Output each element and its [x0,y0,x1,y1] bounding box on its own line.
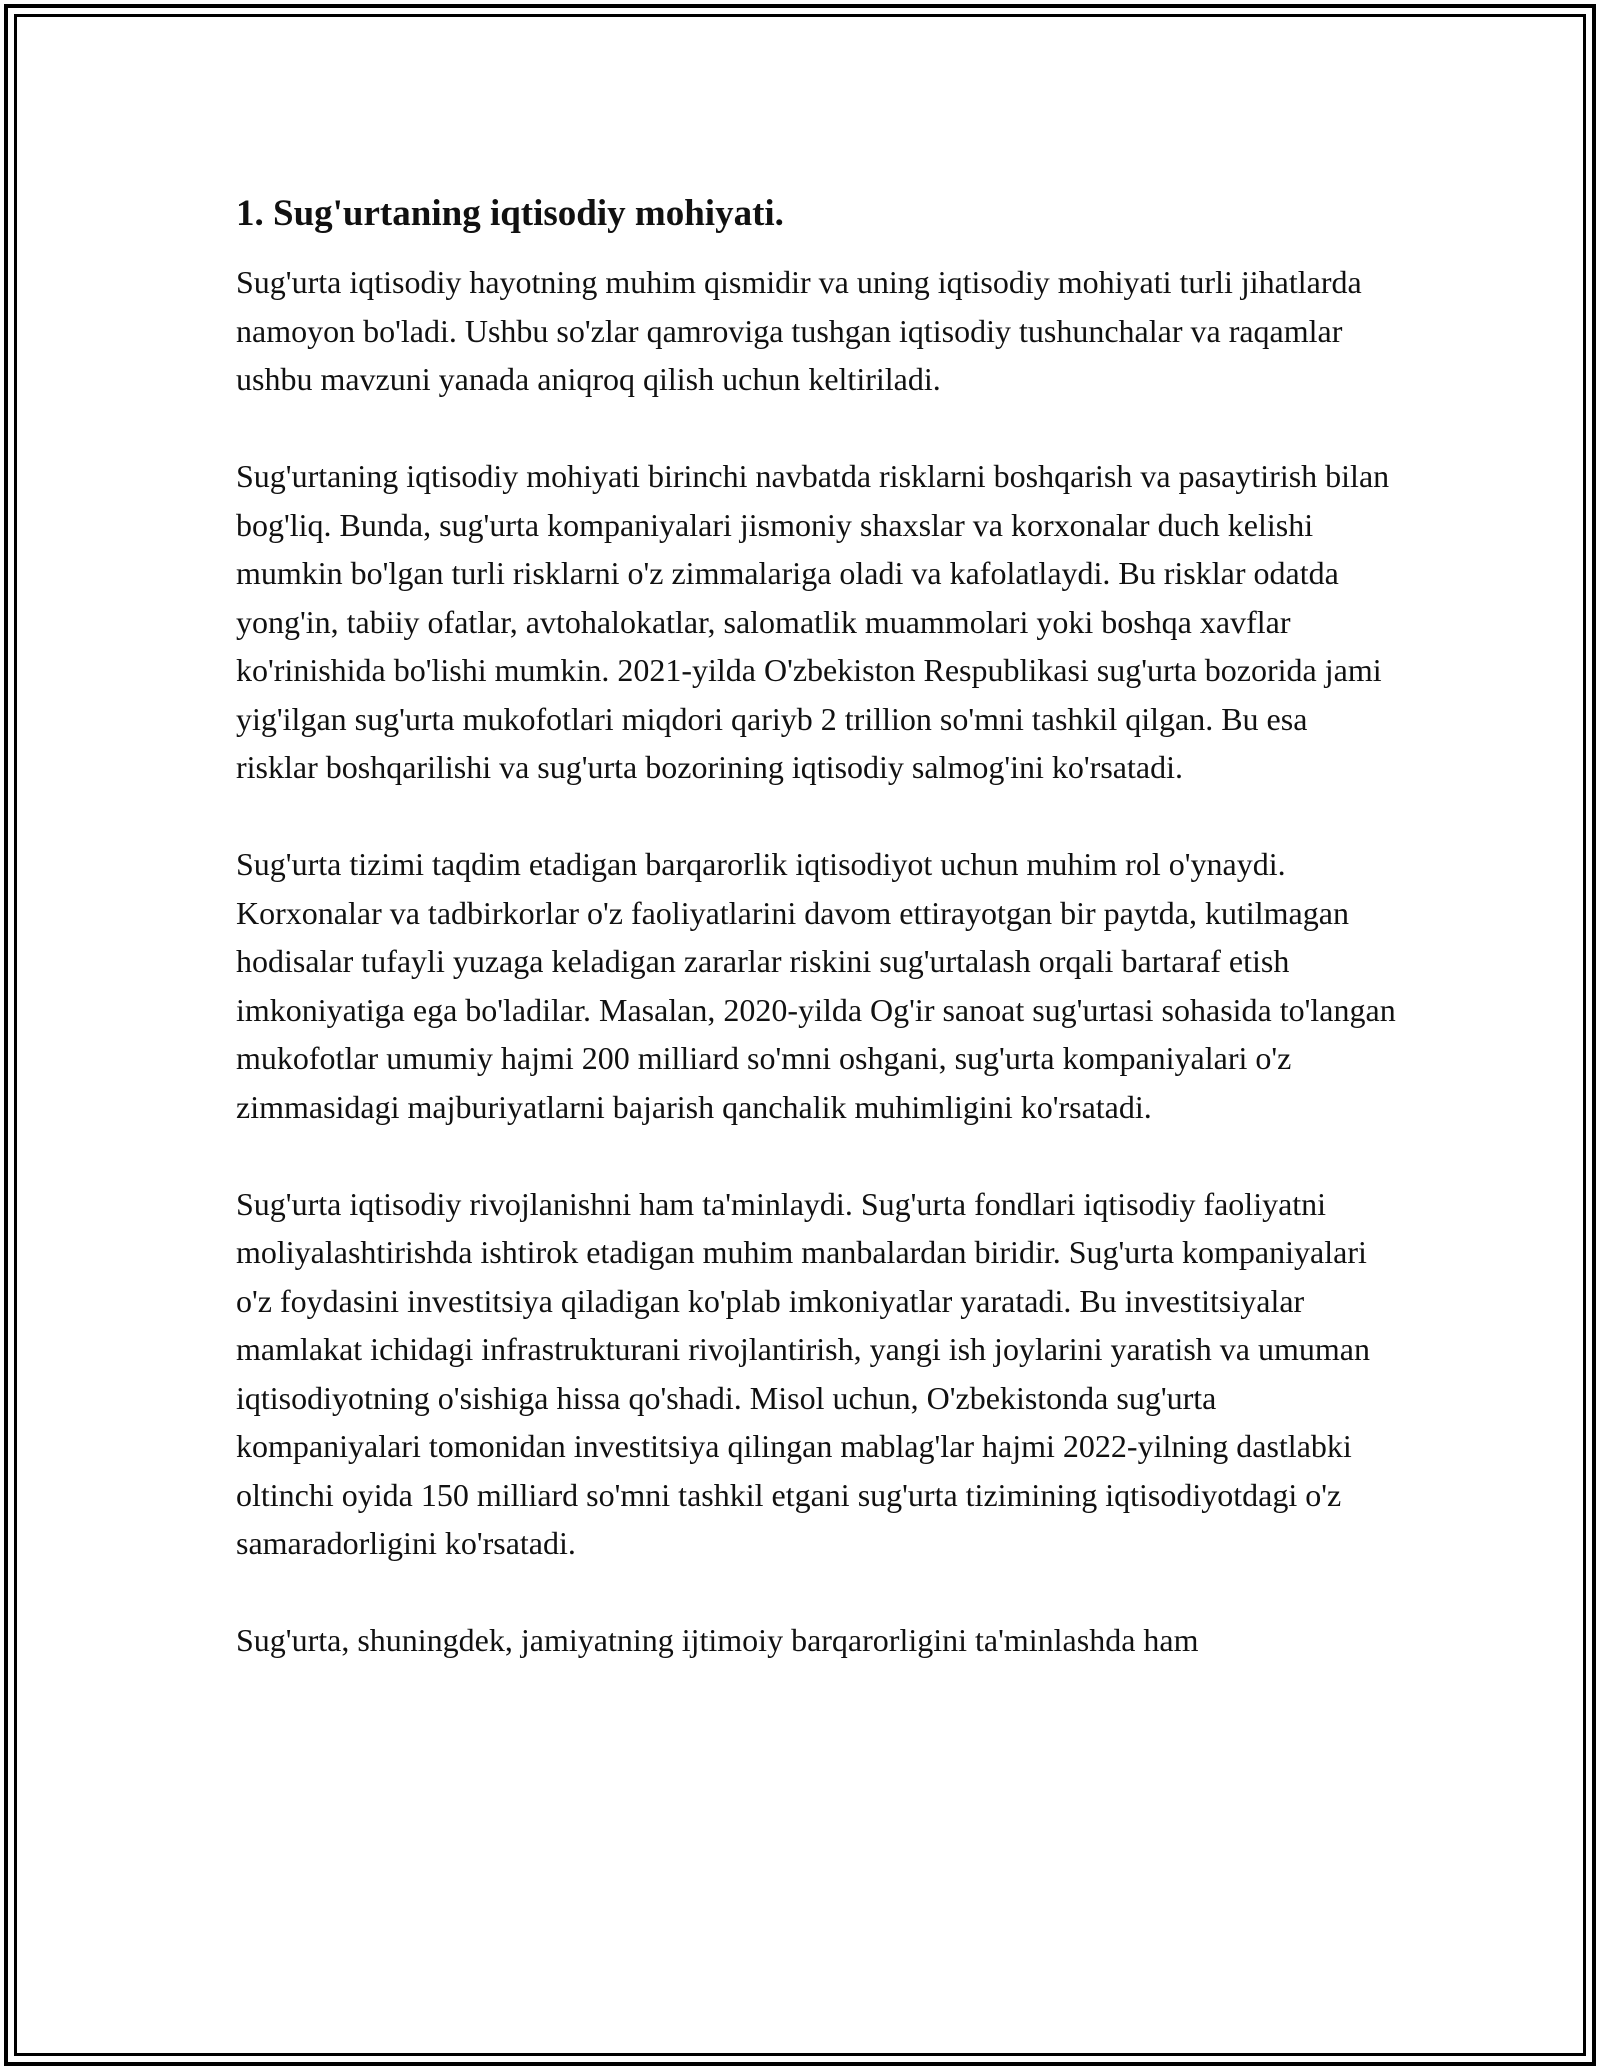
paragraph-3: Sug'urta tizimi taqdim etadigan barqarorlik iqtisodiyot uchun muhim rol o'ynaydi. Korxonalar va tadbirkorlar o'z faoliyatlarini davom ettirayotgan bir paytda, kutilmagan hodisalar tufayli yuzaga keladigan zararlar riskini sug'urtalash orqali bartaraf etish imkoniyatiga ega bo'ladilar. Masalan, 2020-yilda Og'ir sanoat sug'urtasi sohasida to'langan mukofotlar umumiy hajmi 200 milliard so'mni oshgani, sug'urta kompaniyalari o'z zimmasidagi majburiyatlarni bajarish qanchalik muhimligini ko'rsatadi. [236,846,1396,1125]
paragraph-2: Sug'urtaning iqtisodiy mohiyati birinchi navbatda risklarni boshqarish va pasaytirish bilan bog'liq. Bunda, sug'urta kompaniyalari jismoniy shaxslar va korxonalar duch kelishi mumkin bo'lgan turli risklarni o'z zimmalariga oladi va kafolatlaydi. Bu risklar odatda yong'in, tabiiy ofatlar, avtohalokatlar, salomatlik muammolari yoki boshqa xavflar ko'rinishida bo'lishi mumkin. 2021-yilda O'zbekiston Respublikasi sug'urta bozorida jami yig'ilgan sug'urta mukofotlari miqdori qariyb 2 trillion so'mni tashkil qilgan. Bu esa risklar boshqarilishi va sug'urta bozorining iqtisodiy salmog'ini ko'rsatadi. [236,458,1390,785]
paragraph-1: Sug'urta iqtisodiy hayotning muhim qismidir va uning iqtisodiy mohiyati turli jihatlarda namoyon bo'ladi. Ushbu so'zlar qamroviga tushgan iqtisodiy tushunchalar va raqamlar ushbu mavzuni yanada aniqroq qilish uchun keltiriladi. [236,264,1362,397]
section-heading: 1. Sug'urtaning iqtisodiy mohiyati. [236,193,784,234]
paragraph-4: Sug'urta iqtisodiy rivojlanishni ham ta'minlaydi. Sug'urta fondlari iqtisodiy faoliyatni moliyalashtirishda ishtirok etadigan muhim manbalardan biridir. Sug'urta kompaniyalari o'z foydasini investitsiya qiladigan ko'plab imkoniyatlar yaratadi. Bu investitsiyalar mamlakat ichidagi infrastrukturani rivojlantirish, yangi ish joylarini yaratish va umuman iqtisodiyotning o'sishiga hissa qo'shadi. Misol uchun, O'zbekistonda sug'urta kompaniyalari tomonidan investitsiya qilingan mablag'lar hajmi 2022-yilning dastlabki oltinchi oyida 150 milliard so'mni tashkil etgani sug'urta tizimining iqtisodiyotdagi o'z samaradorligini ko'rsatadi. [236,1185,1370,1561]
document-body [236,190,1396,1713]
paragraph-5: Sug'urta, shuningdek, jamiyatning ijtimoiy barqarorligini ta'minlashda ham [236,1622,1199,1658]
